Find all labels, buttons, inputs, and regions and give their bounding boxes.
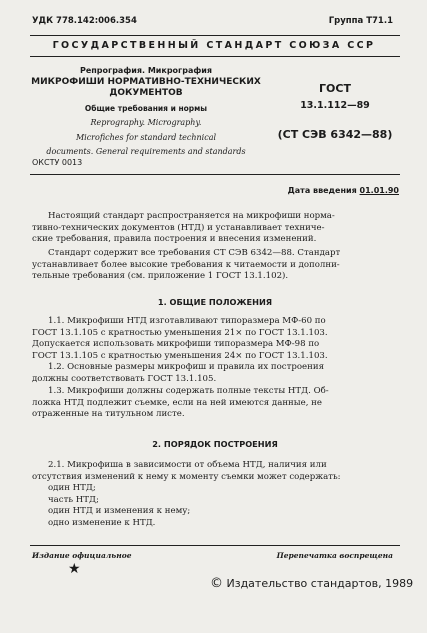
- standard-title: ГОСУДАРСТВЕННЫЙ СТАНДАРТ СОЮЗА ССР: [52, 40, 376, 51]
- english-title-line-3: documents. General requirements and standards: [46, 147, 246, 156]
- english-title-line-1: Reprography. Micrography.: [90, 118, 202, 127]
- intro-paragraph-1: Настоящий стандарт распространяется на микрофиши норма- тивно-технических документов (НТД) и устанавливает техниче- ские требования, правила построения и внесения изменений.: [32, 211, 335, 244]
- udk-code: УДК 778.142:006.354: [32, 16, 137, 26]
- top-rule: [30, 35, 400, 36]
- intro-date: [288, 186, 399, 195]
- section-1-heading: 1. ОБЩИЕ ПОЛОЖЕНИЯ: [157, 297, 273, 307]
- list-item: один НТД и изменения к нему;: [48, 506, 191, 516]
- section-1-paragraph-2: 1.2. Основные размеры микрофиш и правила их построения должны соответствовать ГОСТ 13.1.105.: [32, 362, 325, 384]
- cmea-number: (СТ СЭВ 6342—88): [277, 128, 393, 141]
- copyright-icon: ©: [210, 576, 223, 591]
- intro-date-value: 01.01.90: [359, 186, 399, 195]
- okstu-rule: [30, 174, 400, 175]
- title-rule: [30, 56, 400, 57]
- doc-title-line-1: МИКРОФИШИ НОРМАТИВНО-ТЕХНИЧЕСКИХ: [31, 77, 261, 87]
- copyright-text: Издательство стандартов, 1989: [226, 577, 414, 590]
- section-2-paragraph-1: 2.1. Микрофиша в зависимости от объема НТД, наличия или отсутствия изменений к нему к моменту съемки может содержать: один НТД; часть НТД; один НТД и изменения к нему; одно изменение к НТД.: [32, 460, 398, 529]
- section-1-paragraph-1: 1.1. Микрофиши НТД изготавливают типоразмера МФ-60 по ГОСТ 13.1.105 с кратностью уменьшения 21× по ГОСТ 13.1.103. Допускается использовать микрофиши типоразмера МФ-98 по ГОСТ 13.1.105 с кратностью уменьшения 24× по ГОСТ 13.1.103.: [32, 316, 328, 361]
- group-code: Группа Т71.1: [328, 16, 393, 26]
- doc-title-line-2: ДОКУМЕНТОВ: [109, 88, 183, 98]
- list-item: часть НТД;: [48, 494, 99, 505]
- list-item: один НТД;: [48, 483, 96, 493]
- official-edition-label: Издание официальное: [32, 551, 132, 560]
- intro-date-label: Дата введения: [287, 186, 357, 195]
- okstu-code: ОКСТУ 0013: [32, 158, 83, 167]
- footer-rule: [30, 545, 400, 546]
- section-2-heading: 2. ПОРЯДОК ПОСТРОЕНИЯ: [152, 439, 278, 449]
- title-block: [30, 66, 262, 157]
- copyright-line: [210, 576, 413, 591]
- star-icon: ★: [68, 561, 81, 577]
- doc-subtitle: Общие требования и нормы: [84, 104, 208, 113]
- list-item: одно изменение к НТД.: [48, 517, 156, 528]
- gost-number: 13.1.112—89: [300, 100, 370, 111]
- category-label: Репрография. Микрография: [79, 66, 213, 75]
- gost-label: ГОСТ: [319, 82, 351, 95]
- section-1-paragraph-3: 1.3. Микрофиши должны содержать полные тексты НТД. Об- ложка НТД подлежит съемке, если на ней имеются данные, не отраженные на титульном листе.: [32, 386, 329, 419]
- intro-paragraph-2: Стандарт содержит все требования СТ СЭВ 6342—88. Стандарт устанавливает более высокие требования к читаемости и дополни- тельные требования (см. приложение 1 ГОСТ 13.1.102).: [32, 248, 341, 281]
- english-title-line-2: Microfiches for standard technical: [75, 132, 217, 142]
- reprint-prohibited-label: Перепечатка воспрещена: [276, 551, 393, 560]
